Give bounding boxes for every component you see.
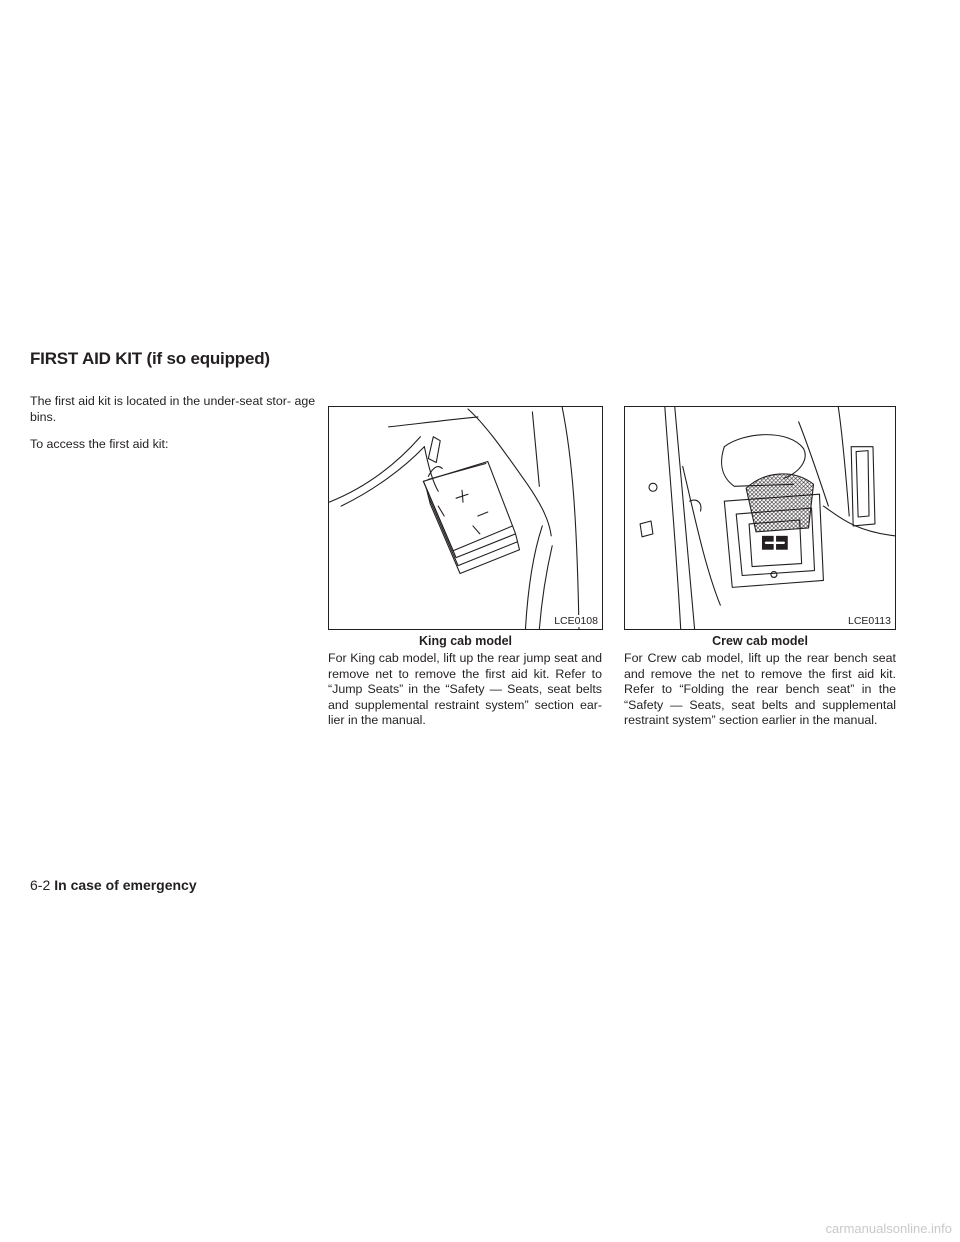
king-cab-illustration xyxy=(329,407,602,629)
figure-crew-cab xyxy=(624,406,896,630)
figure-caption: King cab model xyxy=(418,634,513,648)
figure-code: LCE0108 xyxy=(554,615,598,627)
chapter-title: In case of emergency xyxy=(54,877,197,893)
page-footer xyxy=(30,877,197,893)
intro-paragraph: The first aid kit is located in the under-seat stor- age bins. xyxy=(30,394,316,424)
figure-caption: Crew cab model xyxy=(712,634,808,648)
figure-king-cab xyxy=(328,406,603,630)
watermark: carmanualsonline.info xyxy=(825,1221,952,1236)
crew-cab-instructions: For Crew cab model, lift up the rear bench seat and remove the net to remove the first aid kit. Refer to “Folding the rear bench seat” in the “Safety — Seats, seat belts and supplemental restraint system” section earlier in the manual. xyxy=(624,651,896,728)
section-title: FIRST AID KIT (if so equipped) xyxy=(30,349,270,368)
page-number: 6-2 xyxy=(30,877,51,893)
figure-code: LCE0113 xyxy=(847,615,891,627)
access-paragraph: To access the first aid kit: xyxy=(30,437,169,451)
king-cab-instructions: For King cab model, lift up the rear jump seat and remove net to remove the first aid kit. Refer to “Jump Seats” in the “Safety — Seats, seat belts and supplemental restraint system” section ear- lier in the manual. xyxy=(328,651,602,728)
crew-cab-illustration xyxy=(625,407,895,629)
